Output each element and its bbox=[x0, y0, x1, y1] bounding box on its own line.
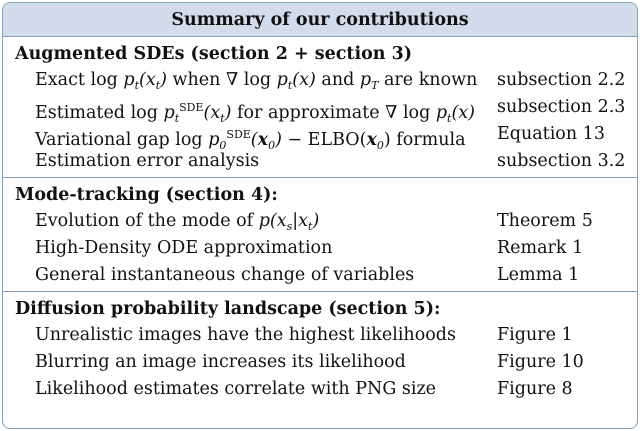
contribution-reference: Figure 8 bbox=[497, 379, 573, 399]
contribution-row bbox=[3, 322, 637, 349]
summary-header bbox=[3, 3, 637, 37]
contribution-description: Unrealistic images have the highest likelihoods bbox=[35, 325, 456, 345]
math-expression: $\log p_0^{SDE}(x_0)$ − $ELBO(x_0)$ bbox=[175, 128, 391, 152]
contribution-row bbox=[3, 235, 637, 262]
section-title: Augmented SDEs (section 2 + section 3) bbox=[15, 44, 413, 64]
math-expression: ∇ $\log p_t(x)$ bbox=[385, 103, 475, 125]
contribution-description: General instantaneous change of variables bbox=[35, 265, 415, 285]
section-title: Mode-tracking (section 4): bbox=[15, 185, 278, 205]
contribution-row bbox=[3, 67, 637, 94]
contribution-row bbox=[3, 94, 637, 125]
contribution-reference: subsection 3.2 bbox=[497, 151, 626, 171]
summary-title: Summary of our contributions bbox=[171, 9, 469, 30]
section-augmented-sdes bbox=[3, 37, 637, 178]
contribution-description: High-Density ODE approximation bbox=[35, 238, 333, 258]
contribution-description: Estimation error analysis bbox=[35, 151, 260, 171]
contribution-row bbox=[3, 121, 637, 152]
contribution-reference: Equation 13 bbox=[497, 124, 605, 144]
math-expression: $p(x_s|x_t)$ bbox=[258, 211, 320, 233]
math-expression: $\log p_t^{SDE}(x_t)$ bbox=[130, 101, 232, 125]
contribution-description: Blurring an image increases its likelihood bbox=[35, 352, 406, 372]
contribution-reference: Figure 10 bbox=[497, 352, 584, 372]
math-expression: $\log p_t(x_t)$ bbox=[90, 70, 167, 92]
contribution-reference: subsection 2.3 bbox=[497, 97, 626, 117]
contribution-description: Estimated $\log p_t^{SDE}(x_t)$ for approximate ∇ $\log p_t(x)$ bbox=[35, 101, 475, 125]
contribution-row bbox=[3, 376, 637, 403]
contribution-description: Evolution of the mode of $p(x_s|x_t)$ bbox=[35, 211, 320, 233]
contribution-reference: subsection 2.2 bbox=[497, 70, 626, 90]
contributions-summary-box bbox=[2, 2, 638, 429]
section-probability-landscape bbox=[3, 292, 637, 405]
contribution-row bbox=[3, 349, 637, 376]
contribution-reference: Lemma 1 bbox=[497, 265, 580, 285]
math-expression: ∇ $\log p_t(x)$ bbox=[225, 70, 316, 92]
contribution-description: Variational gap $\log p_0^{SDE}(x_0)$ − $ELBO(x_0)$ formula bbox=[35, 128, 466, 152]
contribution-reference: Theorem 5 bbox=[497, 211, 593, 231]
contribution-reference: Remark 1 bbox=[497, 238, 584, 258]
contribution-description: Likelihood estimates correlate with PNG size bbox=[35, 379, 437, 399]
math-expression: $p_T$ bbox=[359, 70, 379, 92]
contribution-reference: Figure 1 bbox=[497, 325, 573, 345]
contribution-row bbox=[3, 208, 637, 235]
section-title: Diffusion probability landscape (section 5): bbox=[15, 299, 441, 319]
contribution-row bbox=[3, 262, 637, 289]
section-mode-tracking bbox=[3, 178, 637, 292]
contribution-row bbox=[3, 148, 637, 175]
contribution-description: Exact $\log p_t(x_t)$ when ∇ $\log p_t(x)$ and $p_T$ are known bbox=[35, 70, 478, 92]
